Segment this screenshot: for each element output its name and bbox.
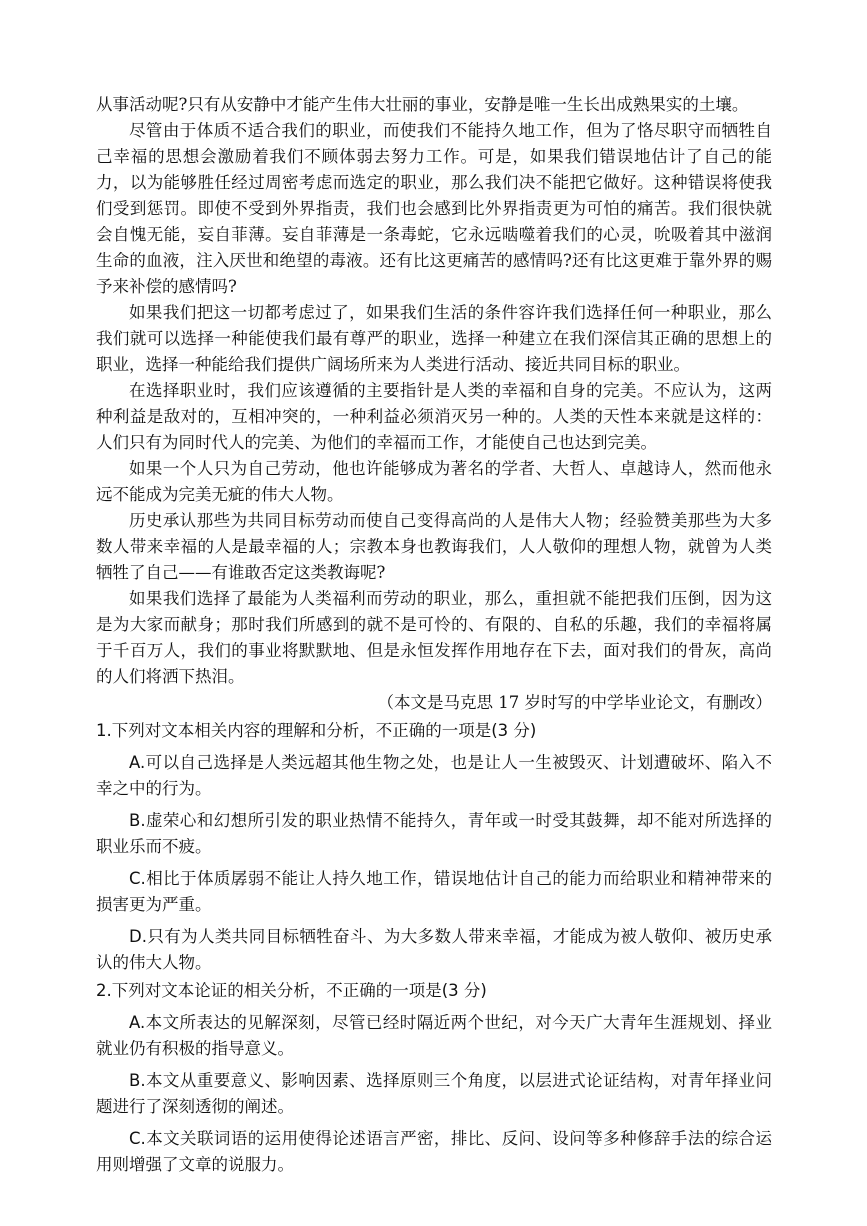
question-2 <box>96 978 772 1178</box>
reading-passage <box>96 92 772 716</box>
question-stem: 1.下列对文本相关内容的理解和分析，不正确的一项是(3 分) <box>96 721 537 740</box>
passage-paragraph: 在选择职业时，我们应该遵循的主要指针是人类的幸福和自身的完美。不应认为，这两种利益是敌对的，互相冲突的，一种利益必须消灭另一种的。人类的天性本来就是这样的：人们只有为同时代人的完美、为他们的幸福而工作，才能使自己也达到完美。 <box>96 381 772 452</box>
question-stem: 2.下列对文本论证的相关分析，不正确的一项是(3 分) <box>96 981 487 1000</box>
passage-paragraph: 历史承认那些为共同目标劳动而使自己变得高尚的人是伟大人物；经验赞美那些为大多数人带来幸福的人是最幸福的人；宗教本身也教诲我们，人人敬仰的理想人物，就曾为人类牺牲了自己——有谁敢否定这类教诲呢? <box>96 511 772 582</box>
option-a: A.可以自己选择是人类远超其他生物之处，也是让人一生被毁灭、计划遭破坏、陷入不幸之中的行为。 <box>96 753 772 798</box>
option-b: B.虚荣心和幻想所引发的职业热情不能持久，青年或一时受其鼓舞，却不能对所选择的职业乐而不疲。 <box>96 811 772 856</box>
passage-source-note: （本文是马克思 17 岁时写的中学毕业论文，有删改） <box>377 693 772 712</box>
option-d: D.只有为人类共同目标牺牲奋斗、为大多数人带来幸福，才能成为被人敬仰、被历史承认的伟大人物。 <box>96 927 772 972</box>
option-c: C.相比于体质孱弱不能让人持久地工作，错误地估计自己的能力而给职业和精神带来的损害更为严重。 <box>96 869 772 914</box>
option-c: C.本文关联词语的运用使得论述语言严密，排比、反问、设问等多种修辞手法的综合运用则增强了文章的说服力。 <box>96 1129 772 1174</box>
passage-paragraph: 尽管由于体质不适合我们的职业，而使我们不能持久地工作，但为了恪尽职守而牺牲自己幸福的思想会激励着我们不顾体弱去努力工作。可是，如果我们错误地估计了自己的能力，以为能够胜任经过周密考虑而选定的职业，那么我们决不能把它做好。这种错误将使我们受到惩罚。即使不受到外界指责，我们也会感到比外界指责更为可怕的痛苦。我们很快就会自愧无能，妄自菲薄。妄自菲薄是一条毒蛇，它永远啮噬着我们的心灵，吮吸着其中滋润生命的血液，注入厌世和绝望的毒液。还有比这更痛苦的感情吗?还有比这更难于靠外界的赐予来补偿的感情吗? <box>96 121 772 296</box>
option-a: A.本文所表达的见解深刻，尽管已经时隔近两个世纪，对今天广大青年生涯规划、择业就业仍有积极的指导意义。 <box>96 1013 772 1058</box>
exam-page <box>96 92 772 1178</box>
passage-paragraph: 如果我们把这一切都考虑过了，如果我们生活的条件容许我们选择任何一种职业，那么我们就可以选择一种能使我们最有尊严的职业，选择一种建立在我们深信其正确的思想上的职业，选择一种能给我们提供广阔场所来为人类进行活动、接近共同目标的职业。 <box>96 303 772 374</box>
passage-continuation: 从事活动呢?只有从安静中才能产生伟大壮丽的事业，安静是唯一生长出成熟果实的土壤。 <box>96 95 749 114</box>
passage-paragraph: 如果一个人只为自己劳动，他也许能够成为著名的学者、大哲人、卓越诗人，然而他永远不能成为完美无疵的伟大人物。 <box>96 459 772 504</box>
question-1 <box>96 718 772 976</box>
passage-paragraph: 如果我们选择了最能为人类福利而劳动的职业，那么，重担就不能把我们压倒，因为这是为大家而献身；那时我们所感到的就不是可怜的、有限的、自私的乐趣，我们的幸福将属于千百万人，我们的事业将默默地、但是永恒发挥作用地存在下去，面对我们的骨灰，高尚的人们将洒下热泪。 <box>96 589 772 686</box>
option-b: B.本文从重要意义、影响因素、选择原则三个角度，以层进式论证结构，对青年择业问题进行了深刻透彻的阐述。 <box>96 1071 772 1116</box>
